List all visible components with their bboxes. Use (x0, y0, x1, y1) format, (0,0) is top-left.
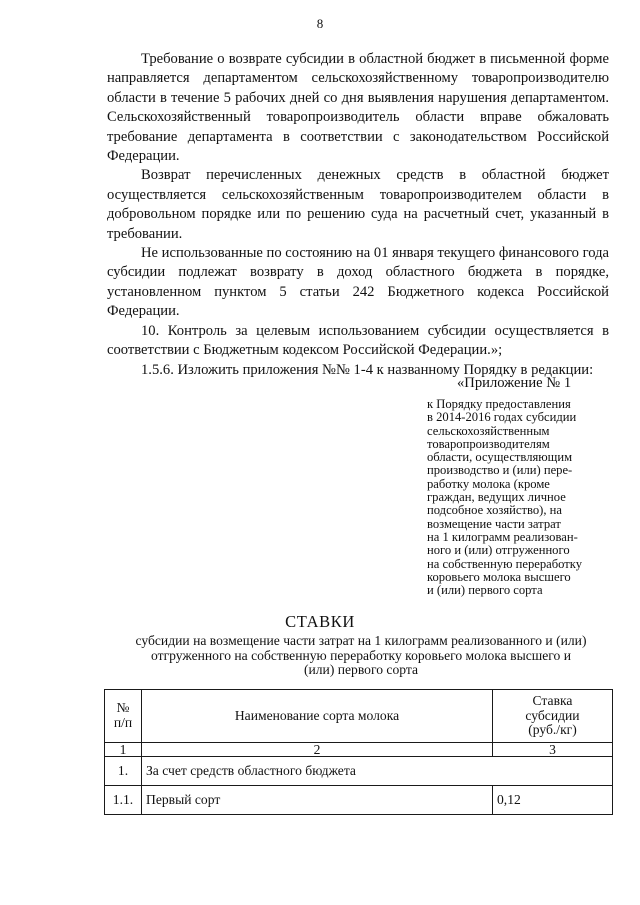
body-text (107, 50, 609, 380)
rates-subtitle: субсидии на возмещение части затрат на 1 килограмм реализованного и (или) отгруженного на собственную переработку коровьего молока высшего и (или) первого сорта (135, 633, 587, 678)
header-number: № п/п (105, 690, 142, 743)
table-index-row (105, 743, 613, 757)
appendix-title: «Приложение № 1 (457, 375, 572, 391)
row-name: Первый сорт (142, 786, 493, 815)
paragraph-amendment: 1.5.6. Изложить приложения №№ 1-4 к названному Порядку в редакции: (141, 361, 594, 378)
header-name: Наименование сорта молока (142, 690, 493, 743)
page-number: 8 (316, 16, 324, 31)
row-name: За счет средств областного бюджета (142, 757, 613, 786)
paragraph-control: 10. Контроль за целевым использованием субсидии осуществляется в соответствии с Бюджетным кодексом Российской Федерации.»; (107, 322, 609, 359)
appendix-note: к Порядку предоставления в 2014-2016 годах субсидии сельскохозяйственным товаропроизводителям области, осуществляющим производство и (или) пере- работку молока (кроме граждан, ведущих личное подсобное хозяйство), на возмещение части затрат на 1 килограмм реализован- ного и (или) отгруженного на собственную переработку коровьего молока высшего и (или) первого сорта (427, 397, 583, 598)
index-cell: 1 (105, 743, 142, 757)
row-number: 1.1. (105, 786, 142, 815)
paragraph-refund-demand: Требование о возврате субсидии в областной бюджет в письменной форме направляется департаментом сельскохозяйственному товаропроизводителю области в течение 5 рабочих дней со дня выявления нарушения департаментом. Сельскохозяйственный товаропроизводитель области вправе обжаловать требование департамента в соответствии с законодательством Российской Федерации. (107, 51, 609, 165)
table-row (105, 757, 613, 786)
table-row (105, 786, 613, 815)
header-rate: Ставка субсидии (руб./кг) (493, 690, 613, 743)
table-header-row (105, 690, 613, 743)
paragraph-refund-procedure: Возврат перечисленных денежных средств в областной бюджет осуществляется сельскохозяйственным товаропроизводителем области в добровольном порядке или по решению суда на расчетный счет, указанный в требовании. (107, 167, 609, 242)
row-number: 1. (105, 757, 142, 786)
rates-table (104, 689, 613, 815)
row-rate: 0,12 (493, 786, 613, 815)
paragraph-unused-subsidy: Не использованные по состоянию на 01 января текущего финансового года субсидии подлежат возврату в доход областного бюджета в порядке, установленном пунктом 5 статьи 242 Бюджетного кодекса Российской Федерации. (107, 245, 610, 320)
rates-title: СТАВКИ (285, 612, 355, 631)
index-cell: 3 (493, 743, 613, 757)
index-cell: 2 (142, 743, 493, 757)
